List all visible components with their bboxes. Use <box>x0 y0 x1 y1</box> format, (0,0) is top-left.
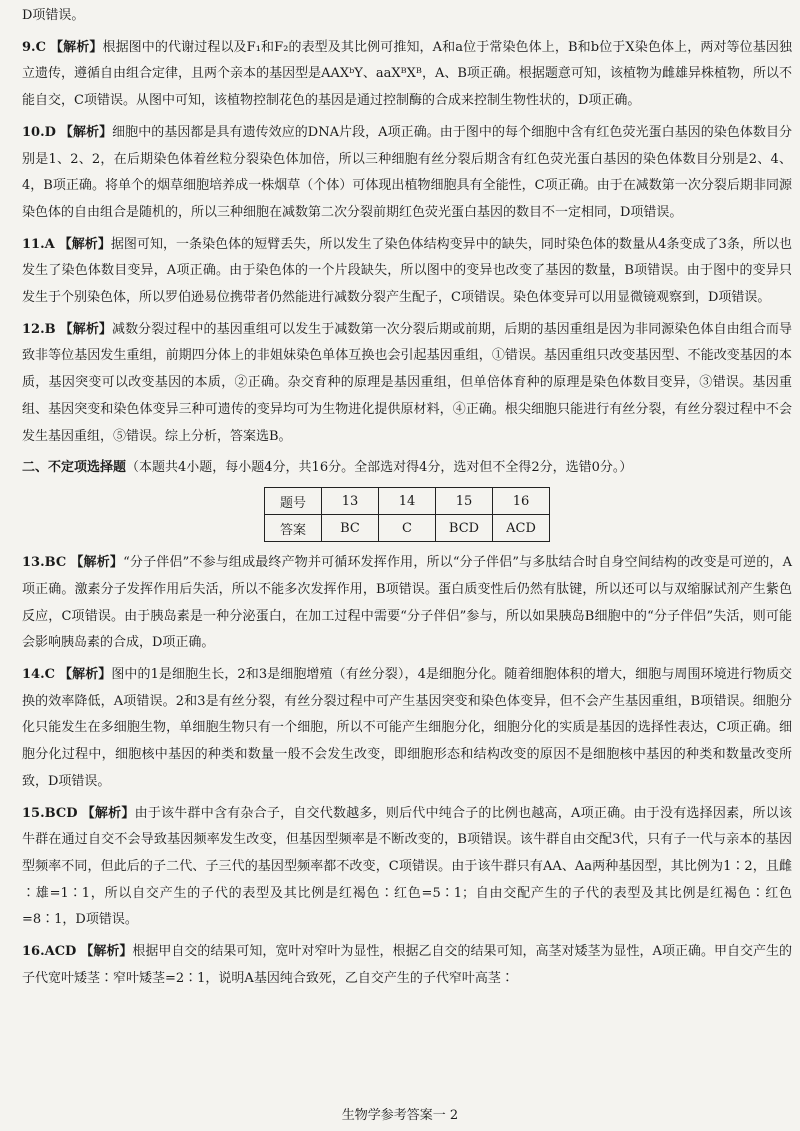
answer-number: 16.ACD <box>22 944 77 960</box>
answer-item-14 <box>22 662 792 796</box>
answer-number: 12.B <box>22 321 56 337</box>
analysis-tag: 【解析】 <box>59 124 113 140</box>
table-cell: 16 <box>493 488 550 515</box>
analysis-text: 根据甲自交的结果可知，宽叶对窄叶为显性，根据乙自交的结果可知，高茎对矮茎为显性，A项正确。甲自交产生的子代宽叶矮茎∶窄叶矮茎=2∶1，说明A基因纯合致死，乙自交产生的子代窄叶高茎∶ <box>22 944 792 986</box>
answer-item-12 <box>22 317 792 451</box>
answer-item-13 <box>22 550 792 657</box>
previous-answer-end: D项错误。 <box>22 8 85 23</box>
table-cell: 13 <box>322 488 379 515</box>
answer-item-9 <box>22 35 792 115</box>
answer-number: 9.C <box>22 39 46 55</box>
answer-number: 11.A <box>22 236 55 252</box>
content-body <box>22 3 792 998</box>
answer-item-10 <box>22 120 792 227</box>
table-header-cell: 答案 <box>265 515 322 542</box>
analysis-tag: 【解析】 <box>59 321 112 337</box>
section-title: 二、不定项选择题 <box>22 460 127 476</box>
table-cell: C <box>379 515 436 542</box>
answer-number: 13.BC <box>22 555 67 571</box>
analysis-tag: 【解析】 <box>58 667 112 683</box>
section-note: （本题共4小题，每小题4分，共16分。全部选对得4分，选对但不全得2分，选错0分。） <box>126 460 633 476</box>
analysis-tag: 【解析】 <box>49 39 103 55</box>
analysis-tag: 【解析】 <box>70 555 124 571</box>
answer-item-16 <box>22 939 792 992</box>
answer-item-11 <box>22 232 792 312</box>
answer-table-wrapper <box>22 487 792 542</box>
analysis-text: 图中的1是细胞生长，2和3是细胞增殖（有丝分裂），4是细胞分化。随着细胞体积的增大，细胞与周围环境进行物质交换的效率降低，A项错误。2和3是有丝分裂，有丝分裂过程中可产生基因突变和染色体变异，但不会产生基因重组，B项错误。细胞分化只能发生在多细胞生物，单细胞生物只有一个细胞，所以不可能产生细胞分化，细胞分化的实质是基因的选择性表达，C项正确。细胞分化过程中，细胞核中基因的种类和数量一般不会发生改变，即细胞形态和结构改变的原因不是细胞核中基因的种类和数量改变所致，D项错误。 <box>22 667 792 789</box>
table-cell: 15 <box>436 488 493 515</box>
analysis-tag: 【解析】 <box>80 944 133 960</box>
table-cell: BCD <box>436 515 493 542</box>
analysis-tag: 【解析】 <box>81 805 135 821</box>
table-cell: BC <box>322 515 379 542</box>
analysis-text: 减数分裂过程中的基因重组可以发生于减数第一次分裂后期或前期，后期的基因重组是因为非同源染色体自由组合而导致非等位基因发生重组，前期四分体上的非姐妹染色单体互换也会引起基因重组，①错误。基因重组只改变基因型、不能改变基因的本质，基因突变可以改变基因的本质，②正确。杂交育种的原理是基因重组，但单倍体育种的原理是染色体数目变异，③错误。基因重组、基因突变和染色体变异三种可遗传的变异均可为生物进化提供原材料，④正确。根尖细胞只能进行有丝分裂，有丝分裂过程中不会发生基因重组，⑤错误。综上分析，答案选B。 <box>22 321 792 444</box>
analysis-tag: 【解析】 <box>58 236 111 252</box>
analysis-text: “分子伴侣”不参与组成最终产物并可循环发挥作用，所以“分子伴侣”与多肽结合时自身空间结构的改变是可逆的，A项正确。激素分子发挥作用后失活，所以不能多次发挥作用，B项错误。蛋白质变性后仍然有肽键，所以还可以与双缩脲试剂产生紫色反应，C项错误。由于胰岛素是一种分泌蛋白，在加工过程中需要“分子伴侣”参与，所以如果胰岛B细胞中的“分子伴侣”失活，则可能会影响胰岛素的合成，D项正确。 <box>22 555 792 651</box>
analysis-text: 由于该牛群中含有杂合子，自交代数越多，则后代中纯合子的比例也越高，A项正确。由于没有选择因素，所以该牛群在通过自交不会导致基因频率发生改变，但基因型频率是不断改变的，B项错误。该牛群自由交配3代，只有子一代与亲本的基因型频率不同，但此后的子二代、子三代的基因型频率都不改变，C项错误。由于该牛群只有AA、Aa两种基因型，其比例为1∶2，且雌∶雄=1∶1，所以自交产生的子代的表型及其比例是红褐色∶红色=5∶1；自由交配产生的子代的表型及其比例是红褐色∶红色=8∶1，D项错误。 <box>22 805 792 928</box>
section-heading <box>22 455 792 481</box>
table-row-numbers <box>265 488 550 515</box>
answer-number: 14.C <box>22 667 55 683</box>
analysis-text: 据图可知，一条染色体的短臂丢失，所以发生了染色体结构变异中的缺失，同时染色体的数量从4条变成了3条，所以也发生了染色体数目变异，A项正确。由于染色体的一个片段缺失，所以图中的变异也改变了基因的数量，B项错误。由于图中的变异只发生于个别染色体，所以罗伯逊易位携带者仍然能进行减数分裂产生配子，C项错误。染色体变异可以用显微镜观察到，D项错误。 <box>22 236 792 306</box>
table-cell: 14 <box>379 488 436 515</box>
answer-number: 10.D <box>22 124 56 140</box>
analysis-text: 细胞中的基因都是具有遗传效应的DNA片段，A项正确。由于图中的每个细胞中含有红色荧光蛋白基因的染色体数目分别是1、2、2，在后期染色体着丝粒分裂染色体加倍，所以三种细胞有丝分裂后期含有红色荧光蛋白基因的染色体数目分别是2、4、4，B项正确。将单个的烟草细胞培养成一株烟草（个体）可体现出植物细胞具有全能性，C项正确。由于在减数第一次分裂后期非同源染色体的自由组合是随机的，所以三种细胞在减数第二次分裂前期红色荧光蛋白基因的数目不一定相同，D项错误。 <box>22 124 792 220</box>
page-footer: 生物学参考答案一 2 <box>341 1108 459 1123</box>
table-cell: ACD <box>493 515 550 542</box>
table-row-answers <box>265 515 550 542</box>
answer-table <box>264 487 550 542</box>
answer-item-15 <box>22 801 792 935</box>
analysis-text: 根据图中的代谢过程以及F₁和F₂的表型及其比例可推知，A和a位于常染色体上，B和b位于X染色体上，两对等位基因独立遗传，遵循自由组合定律，且两个亲本的基因型是AAXᵇY、aaXᴮXᴮ，A、B项正确。根据题意可知，该植物为雌雄异株植物，所以不能自交，C项错误。从图中可知，该植物控制花色的基因是通过控制酶的合成来控制生物性状的，D项正确。 <box>22 39 792 109</box>
answer-number: 15.BCD <box>22 805 78 821</box>
table-header-cell: 题号 <box>265 488 322 515</box>
